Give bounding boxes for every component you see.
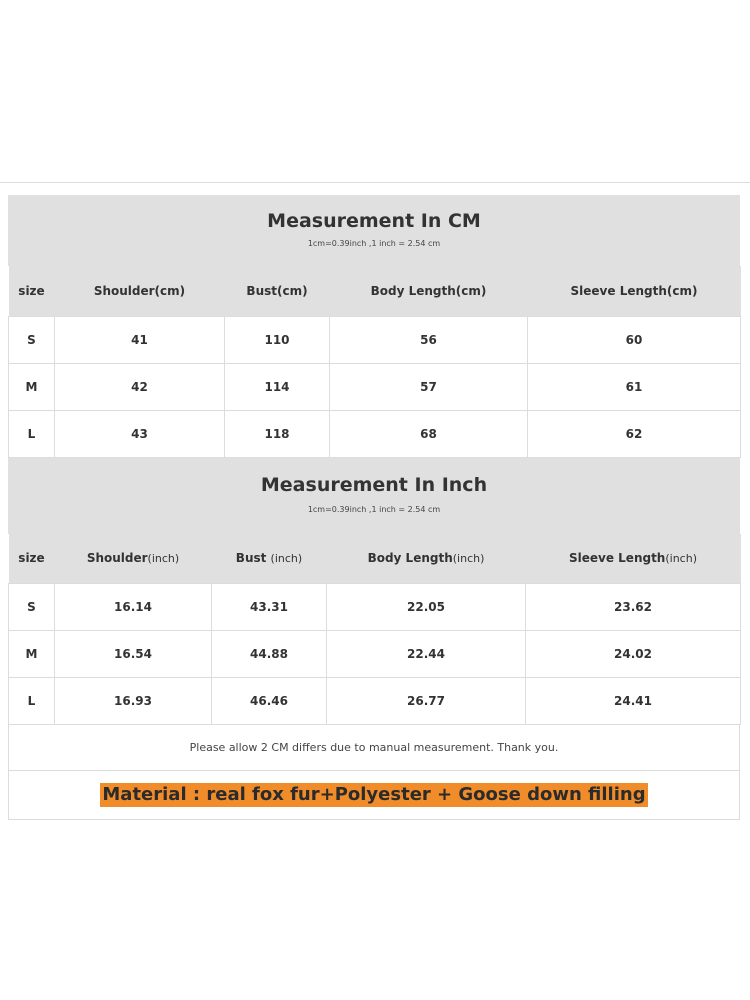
body-length-cell: 26.77	[327, 678, 526, 725]
shoulder-cell: 42	[55, 363, 225, 410]
cm-section-title: Measurement In CM	[267, 210, 481, 232]
size-cell: L	[9, 678, 55, 725]
column-header-size: size	[9, 534, 55, 584]
shoulder-cell: 41	[55, 316, 225, 363]
sleeve-length-cell: 24.02	[526, 631, 741, 678]
inch-conversion-note: 1cm=0.39inch ,1 inch = 2.54 cm	[307, 504, 441, 514]
table-row	[9, 363, 741, 410]
column-header-sleeve-length: Sleeve Length(inch)	[526, 534, 741, 584]
body-length-cell: 57	[330, 363, 528, 410]
shoulder-cell: 43	[55, 410, 225, 457]
column-header-bust: Bust (inch)	[212, 534, 327, 584]
column-header-shoulder: Shoulder(inch)	[55, 534, 212, 584]
body-length-cell: 22.44	[327, 631, 526, 678]
body-length-cell: 68	[330, 410, 528, 457]
shoulder-cell: 16.14	[55, 584, 212, 631]
column-header-size: size	[9, 266, 55, 316]
material-row	[8, 771, 740, 820]
cm-conversion-note: 1cm=0.39inch ,1 inch = 2.54 cm	[307, 239, 441, 248]
sleeve-length-cell: 60	[528, 316, 741, 363]
sleeve-length-cell: 23.62	[526, 584, 741, 631]
cm-section-header	[8, 195, 740, 266]
sleeve-length-cell: 61	[528, 363, 741, 410]
bust-cell: 110	[225, 316, 330, 363]
shoulder-cell: 16.93	[55, 678, 212, 725]
sleeve-length-cell: 24.41	[526, 678, 741, 725]
table-row	[9, 316, 741, 363]
bust-cell: 114	[225, 363, 330, 410]
size-cell: S	[9, 316, 55, 363]
top-divider	[0, 182, 750, 183]
inch-table	[8, 534, 741, 726]
table-row	[9, 631, 741, 678]
bust-cell: 118	[225, 410, 330, 457]
sleeve-length-cell: 62	[528, 410, 741, 457]
inch-header-row	[9, 534, 741, 584]
size-cell: L	[9, 410, 55, 457]
cm-table	[8, 266, 741, 458]
table-row	[9, 584, 741, 631]
column-header-body-length: Body Length(cm)	[330, 266, 528, 316]
size-cell: M	[9, 631, 55, 678]
cm-header-row	[9, 266, 741, 316]
bust-cell: 43.31	[212, 584, 327, 631]
column-header-bust: Bust(cm)	[225, 266, 330, 316]
table-row	[9, 410, 741, 457]
size-cell: S	[9, 584, 55, 631]
inch-section-header	[8, 458, 740, 534]
column-header-body-length: Body Length(inch)	[327, 534, 526, 584]
material-label: Material : real fox fur+Polyester + Goose down filling	[102, 784, 646, 805]
table-row	[9, 678, 741, 725]
shoulder-cell: 16.54	[55, 631, 212, 678]
bust-cell: 46.46	[212, 678, 327, 725]
column-header-shoulder: Shoulder(cm)	[55, 266, 225, 316]
size-chart	[8, 195, 740, 820]
column-header-sleeve-length: Sleeve Length(cm)	[528, 266, 741, 316]
body-length-cell: 22.05	[327, 584, 526, 631]
body-length-cell: 56	[330, 316, 528, 363]
size-cell: M	[9, 363, 55, 410]
bust-cell: 44.88	[212, 631, 327, 678]
measurement-disclaimer: Please allow 2 CM differs due to manual measurement. Thank you.	[8, 725, 740, 771]
inch-section-title: Measurement In Inch	[260, 473, 488, 496]
